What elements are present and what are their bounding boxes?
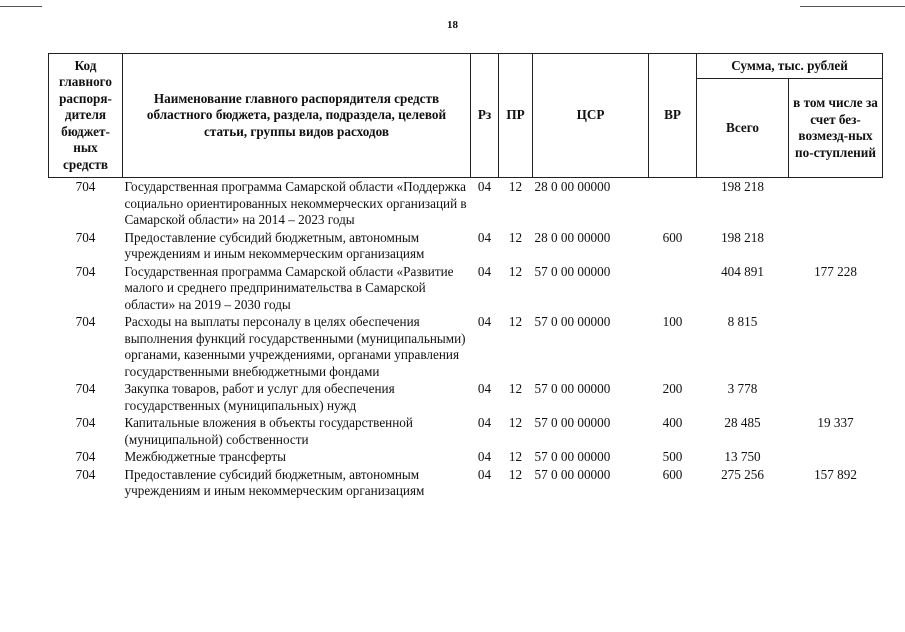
cell-vr: 400 xyxy=(662,415,683,430)
cell-csr: 28 0 00 00000 xyxy=(534,179,611,194)
cell-csr: 57 0 00 00000 xyxy=(534,314,611,329)
cell-code: 704 xyxy=(75,314,96,329)
cell-rz: 04 xyxy=(477,449,492,464)
top-rule-right xyxy=(800,6,905,7)
cell-name: Межбюджетные трансферты xyxy=(124,449,286,464)
cell-pr: 12 xyxy=(508,314,523,329)
cell-pr: 12 xyxy=(508,466,523,482)
cell-csr: 57 0 00 00000 xyxy=(534,381,611,396)
cell-total: 8 815 xyxy=(727,314,758,329)
table-row xyxy=(49,264,883,315)
header-code: Код главного распоря-дителя бюджет-ных средств xyxy=(49,54,123,178)
cell-pr: 12 xyxy=(508,229,523,245)
cell-free xyxy=(789,381,883,415)
cell-vr xyxy=(649,264,697,315)
cell-name: Капитальные вложения в объекты государственной (муниципальной) собственности xyxy=(124,415,413,447)
cell-rz: 04 xyxy=(477,466,492,482)
cell-vr: 600 xyxy=(662,229,683,245)
cell-total: 28 485 xyxy=(724,415,761,430)
header-total: Всего xyxy=(697,79,789,178)
header-free: в том числе за счет без-возмезд-ных по-ступлений xyxy=(789,79,883,178)
cell-csr: 57 0 00 00000 xyxy=(534,466,611,482)
cell-rz: 04 xyxy=(477,229,492,245)
cell-name: Расходы на выплаты персоналу в целях обеспечения выполнения функций государственными (муниципальными) органами, казенными учреждениями, органами управления государственными внебюджетными фондами xyxy=(124,314,466,379)
cell-free: 157 892 xyxy=(814,466,857,482)
cell-vr: 100 xyxy=(662,314,683,329)
cell-total: 198 218 xyxy=(721,229,764,245)
top-rule-left xyxy=(0,6,42,7)
cell-vr: 500 xyxy=(662,449,683,464)
cell-pr: 12 xyxy=(508,263,523,279)
budget-table xyxy=(48,53,883,501)
header-rz: Рз xyxy=(471,54,499,178)
cell-free xyxy=(789,314,883,381)
cell-code: 704 xyxy=(75,415,96,430)
cell-code: 704 xyxy=(75,263,96,279)
table-row xyxy=(49,314,883,381)
cell-csr: 28 0 00 00000 xyxy=(534,229,611,245)
cell-code: 704 xyxy=(75,466,96,482)
cell-vr: 200 xyxy=(662,381,683,396)
cell-total: 275 256 xyxy=(721,466,764,482)
cell-pr: 12 xyxy=(508,415,523,430)
cell-free: 19 337 xyxy=(817,415,854,430)
header-csr: ЦСР xyxy=(533,54,649,178)
cell-total: 198 218 xyxy=(721,179,764,194)
header-sum: Сумма, тыс. рублей xyxy=(697,54,883,79)
cell-total: 404 891 xyxy=(721,263,764,279)
cell-rz: 04 xyxy=(477,381,492,396)
cell-rz: 04 xyxy=(477,415,492,430)
cell-free xyxy=(789,178,883,230)
table-row xyxy=(49,381,883,415)
cell-pr: 12 xyxy=(508,179,523,194)
cell-code: 704 xyxy=(75,381,96,396)
cell-csr: 57 0 00 00000 xyxy=(534,449,611,464)
cell-name: Закупка товаров, работ и услуг для обеспечения государственных (муниципальных) нужд xyxy=(124,381,395,413)
cell-name: Предоставление субсидий бюджетным, автономным учреждениям и иным некоммерческим организациям xyxy=(124,229,425,261)
cell-pr: 12 xyxy=(508,381,523,396)
cell-pr: 12 xyxy=(508,449,523,464)
cell-rz: 04 xyxy=(477,314,492,329)
cell-code: 704 xyxy=(75,229,96,245)
table-row xyxy=(49,467,883,501)
cell-code: 704 xyxy=(75,179,96,194)
table-header xyxy=(49,54,883,178)
header-pr: ПР xyxy=(499,54,533,178)
cell-vr xyxy=(649,178,697,230)
cell-total: 3 778 xyxy=(727,381,758,396)
cell-free xyxy=(789,449,883,467)
header-name: Наименование главного распорядителя средств областного бюджета, раздела, подраздела, целевой статьи, группы видов расходов xyxy=(123,54,471,178)
table-body xyxy=(49,178,883,501)
cell-name: Государственная программа Самарской области «Развитие малого и среднего предпринимательства в Самарской области» на 2019 – 2030 годы xyxy=(124,263,454,312)
cell-free: 177 228 xyxy=(814,263,857,279)
cell-vr: 600 xyxy=(662,466,683,482)
cell-csr: 57 0 00 00000 xyxy=(534,415,611,430)
cell-total: 13 750 xyxy=(724,449,761,464)
cell-free xyxy=(789,230,883,264)
cell-name: Государственная программа Самарской области «Поддержка социально ориентированных некоммерческих организаций в Самарской области» на 2014 – 2023 годы xyxy=(124,179,467,227)
cell-code: 704 xyxy=(75,449,96,464)
cell-rz: 04 xyxy=(477,263,492,279)
cell-name: Предоставление субсидий бюджетным, автономным учреждениям и иным некоммерческим организациям xyxy=(124,466,425,498)
page-number: 18 xyxy=(447,19,458,31)
cell-rz: 04 xyxy=(477,179,492,194)
table-row xyxy=(49,415,883,449)
table-row xyxy=(49,449,883,467)
table-row xyxy=(49,230,883,264)
table-row xyxy=(49,178,883,230)
header-vr: ВР xyxy=(649,54,697,178)
cell-csr: 57 0 00 00000 xyxy=(534,263,611,279)
